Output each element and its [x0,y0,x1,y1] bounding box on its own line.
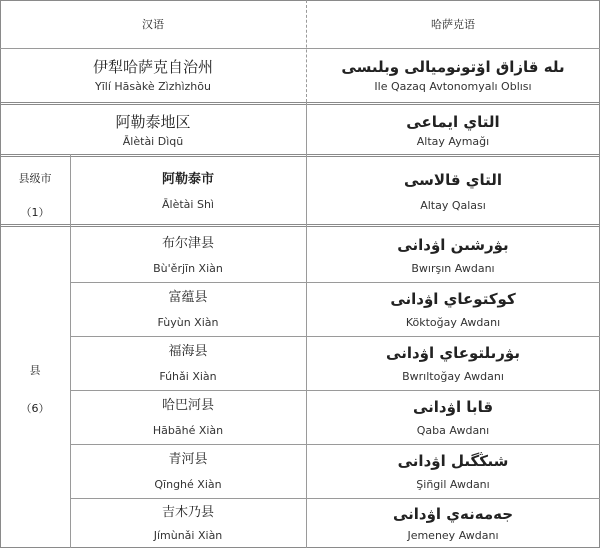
region-chinese-name: 阿勒泰地区 [115,112,191,131]
county-5-pinyin: Qīnghé Xiàn [154,477,222,491]
city-group-label [0,170,70,220]
county-5-latin: Şiñgil Awdanı [416,477,490,491]
county-4-chinese-name: 哈巴河县 [161,397,214,413]
county-2-kazakh-name: كوكتوعاي اۋدانى [390,289,516,308]
county-row-1-kazakh [306,228,600,282]
region-latin: Altay Aymağı [416,134,490,148]
county-6-kazakh-name: جەمەنەي اۋدانى [392,504,514,523]
prefecture-kazakh [306,48,600,102]
county-row-2-kazakh [306,282,600,336]
city-chinese-name: 阿勒泰市 [161,171,214,187]
county-row-4-kazakh [306,390,600,444]
region-chinese [0,106,306,154]
header-kazakh-label: 哈萨克语 [431,18,475,31]
city-group-title: 县级市 [18,172,52,185]
county-1-pinyin: Bù'ěrjīn Xiàn [153,261,223,275]
column-divider-main [306,102,307,548]
city-kazakh [306,158,600,224]
county-6-chinese-name: 吉木乃县 [161,504,214,520]
region-kazakh [306,106,600,154]
county-3-latin: Bwrıltoğay Awdanı [402,369,504,383]
county-1-chinese-name: 布尔津县 [161,235,214,251]
county-3-chinese-name: 福海县 [168,343,208,359]
city-chinese [70,158,306,224]
prefecture-kazakh-name: ىله قازاق اۆتونوميالى وبلىسى [341,57,565,76]
region-kazakh-name: التاي ايماعى [406,112,500,131]
county-group-title: 县 [29,364,41,377]
prefecture-chinese [0,48,306,102]
county-6-pinyin: Jímùnǎi Xiàn [153,528,223,542]
county-row-5-chinese [70,444,306,498]
region-pinyin: Ālètài Dìqū [122,134,184,148]
prefecture-divider [0,102,600,105]
county-group-count: （6） [20,402,50,415]
county-1-kazakh-name: بۋرشىن اۋدانى [397,235,509,254]
county-2-pinyin: Fùyùn Xiàn [157,315,219,329]
header-kazakh [306,0,600,48]
county-row-2-chinese [70,282,306,336]
county-4-pinyin: Hābāhé Xiàn [152,423,224,437]
city-kazakh-name: التاي قالاسى [403,170,503,189]
county-5-chinese-name: 青河县 [168,451,208,467]
county-row-4-chinese [70,390,306,444]
city-divider [0,224,600,227]
region-divider [0,154,600,157]
county-row-5-kazakh [306,444,600,498]
county-1-latin: Bwırşın Awdanı [411,261,495,275]
county-4-kazakh-name: قابا اۋدانى [412,397,494,416]
county-row-3-kazakh [306,336,600,390]
prefecture-chinese-name: 伊犁哈萨克自治州 [92,57,213,76]
header-chinese-label: 汉语 [142,18,164,31]
prefecture-latin: Ile Qazaq Avtonomyalı Oblısı [374,79,532,93]
county-5-kazakh-name: شىڭگىل اۋدانى [397,451,509,470]
county-row-6-kazakh [306,498,600,548]
county-2-latin: Köktoğay Awdanı [405,315,501,329]
county-3-pinyin: Fúhǎi Xiàn [159,369,217,383]
group-label-divider [70,154,71,548]
city-group-count: （1） [20,206,50,219]
column-divider-top [306,0,307,102]
county-row-6-chinese [70,498,306,548]
county-group-label [0,362,70,416]
county-row-3-chinese [70,336,306,390]
county-4-latin: Qaba Awdanı [416,423,490,437]
county-3-kazakh-name: بۋرىلتوعاي اۋدانى [386,343,520,362]
county-row-1-chinese [70,228,306,282]
city-latin: Altay Qalası [420,198,486,212]
county-6-latin: Jemeney Awdanı [407,528,499,542]
county-2-chinese-name: 富蕴县 [168,289,208,305]
city-pinyin: Ālètài Shì [162,197,214,211]
header-chinese [0,0,306,48]
prefecture-pinyin: Yīlí Hāsàkè Zìzhìzhōu [95,79,211,93]
